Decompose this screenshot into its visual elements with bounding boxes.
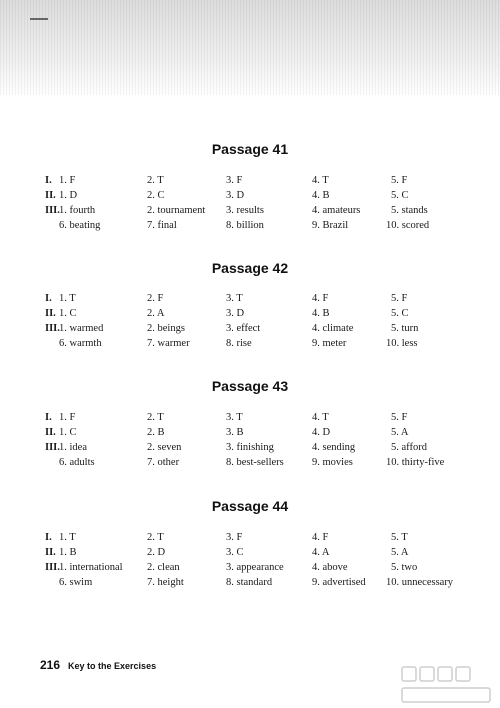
answer: 1. F xyxy=(59,412,76,423)
numeral: II. xyxy=(45,427,56,438)
passage-title: Passage 42 xyxy=(211,260,289,276)
answer: 2. F xyxy=(147,293,164,304)
numeral: I. xyxy=(45,175,52,186)
answer: 6. beating xyxy=(59,220,101,231)
answer: 1. fourth xyxy=(59,205,96,216)
answer: 4. F xyxy=(312,293,329,304)
answer: 8. standard xyxy=(226,577,273,588)
row-numeral-I xyxy=(45,175,75,187)
row-numeral-III xyxy=(45,323,103,335)
numeral: I. xyxy=(45,532,52,543)
numeral: II. xyxy=(45,308,56,319)
answer: 5. F xyxy=(391,293,408,304)
answer: 3. D xyxy=(226,190,245,201)
answer: 4. T xyxy=(312,412,329,423)
row-numeral-I xyxy=(45,532,76,544)
answer: 3. effect xyxy=(226,323,261,334)
row-numeral-II xyxy=(45,547,77,559)
answer: 1. idea xyxy=(59,442,87,453)
answer: 4. B xyxy=(312,308,330,319)
answer: 2. T xyxy=(147,532,164,543)
answer: 4. F xyxy=(312,532,329,543)
answer: 2. T xyxy=(147,412,164,423)
answer: 2. tournament xyxy=(147,205,206,216)
answer: 5. C xyxy=(391,308,409,319)
answer: 5. F xyxy=(391,175,408,186)
row-numeral-III xyxy=(45,442,87,454)
answer: 1. T xyxy=(59,293,76,304)
answer: 7. height xyxy=(147,577,184,588)
answer: 8. best-sellers xyxy=(226,457,284,468)
answer: 2. seven xyxy=(147,442,182,453)
answer: 5. A xyxy=(391,427,409,438)
answer: 3. appearance xyxy=(226,562,284,573)
row-numeral-III xyxy=(45,205,95,217)
scan-shadow xyxy=(0,0,500,95)
row-numeral-III xyxy=(45,562,123,574)
answer: 3. F xyxy=(226,532,243,543)
answer: 10. scored xyxy=(386,220,430,231)
row-numeral-I xyxy=(45,412,75,424)
answer: 10. less xyxy=(386,338,418,349)
answer: 4. above xyxy=(312,562,348,573)
numeral: III. xyxy=(45,562,60,573)
numeral: III. xyxy=(45,442,60,453)
answer: 4. amateurs xyxy=(312,205,361,216)
answer: 1. C xyxy=(59,427,77,438)
answer: 2. C xyxy=(147,190,165,201)
answer: 3. T xyxy=(226,412,243,423)
answer: 3. T xyxy=(226,293,243,304)
answer: 3. results xyxy=(226,205,264,216)
answer: 3. F xyxy=(226,175,243,186)
answer: 5. F xyxy=(391,412,408,423)
passage-title: Passage 44 xyxy=(211,498,289,514)
answer: 1. T xyxy=(59,532,76,543)
answer: 2. B xyxy=(147,427,165,438)
passage-title: Passage 41 xyxy=(211,141,289,157)
answer: 3. D xyxy=(226,308,245,319)
answer: 3. C xyxy=(226,547,244,558)
answer: 10. unnecessary xyxy=(386,577,454,588)
answer: 1. international xyxy=(59,562,123,573)
row-numeral-II xyxy=(45,190,77,202)
numeral: III. xyxy=(45,323,60,334)
answer: 7. final xyxy=(147,220,177,231)
answer: 5. stands xyxy=(391,205,428,216)
answer: 4. B xyxy=(312,190,330,201)
answer: 1. B xyxy=(59,547,77,558)
answer: 3. finishing xyxy=(226,442,274,453)
answer: 8. billion xyxy=(226,220,264,231)
answer: 4. sending xyxy=(312,442,356,453)
answer: 9. Brazil xyxy=(312,220,349,231)
answer: 5. afford xyxy=(391,442,427,453)
answer: 9. meter xyxy=(312,338,347,349)
numeral: II. xyxy=(45,547,56,558)
answer: 6. swim xyxy=(59,577,93,588)
answer: 5. two xyxy=(391,562,418,573)
answer: 5. C xyxy=(391,190,409,201)
answer: 5. turn xyxy=(391,323,419,334)
answer: 1. F xyxy=(59,175,76,186)
answer: 7. warmer xyxy=(147,338,190,349)
answer: 2. clean xyxy=(147,562,180,573)
answer: 7. other xyxy=(147,457,180,468)
answer: 2. A xyxy=(147,308,165,319)
footer-label: Key to the Exercises xyxy=(68,661,157,671)
answer: 4. climate xyxy=(312,323,354,334)
answer: 4. D xyxy=(312,427,331,438)
answer: 2. D xyxy=(147,547,166,558)
answer: 1. C xyxy=(59,308,77,319)
answer: 9. movies xyxy=(312,457,353,468)
page-number: 216 xyxy=(40,658,61,672)
row-numeral-II xyxy=(45,427,77,439)
answer: 4. T xyxy=(312,175,329,186)
answer: 6. adults xyxy=(59,457,95,468)
answer: 2. beings xyxy=(147,323,185,334)
answer: 2. T xyxy=(147,175,164,186)
row-numeral-II xyxy=(45,308,77,320)
answer: 6. warmth xyxy=(59,338,102,349)
answer: 3. B xyxy=(226,427,244,438)
numeral: I. xyxy=(45,293,52,304)
answer: 9. advertised xyxy=(312,577,366,588)
answer: 1. warmed xyxy=(59,323,104,334)
numeral: II. xyxy=(45,190,56,201)
answer: 4. A xyxy=(312,547,330,558)
page-footer xyxy=(40,658,156,672)
passage-title: Passage 43 xyxy=(211,378,289,394)
answer: 10. thirty-five xyxy=(386,457,445,468)
answer: 1. D xyxy=(59,190,78,201)
answer: 5. T xyxy=(391,532,408,543)
numeral: I. xyxy=(45,412,52,423)
scan-mark xyxy=(30,18,48,20)
answer: 8. rise xyxy=(226,338,252,349)
numeral: III. xyxy=(45,205,60,216)
watermark-logo xyxy=(400,664,492,706)
answer: 5. A xyxy=(391,547,409,558)
row-numeral-I xyxy=(45,293,76,305)
